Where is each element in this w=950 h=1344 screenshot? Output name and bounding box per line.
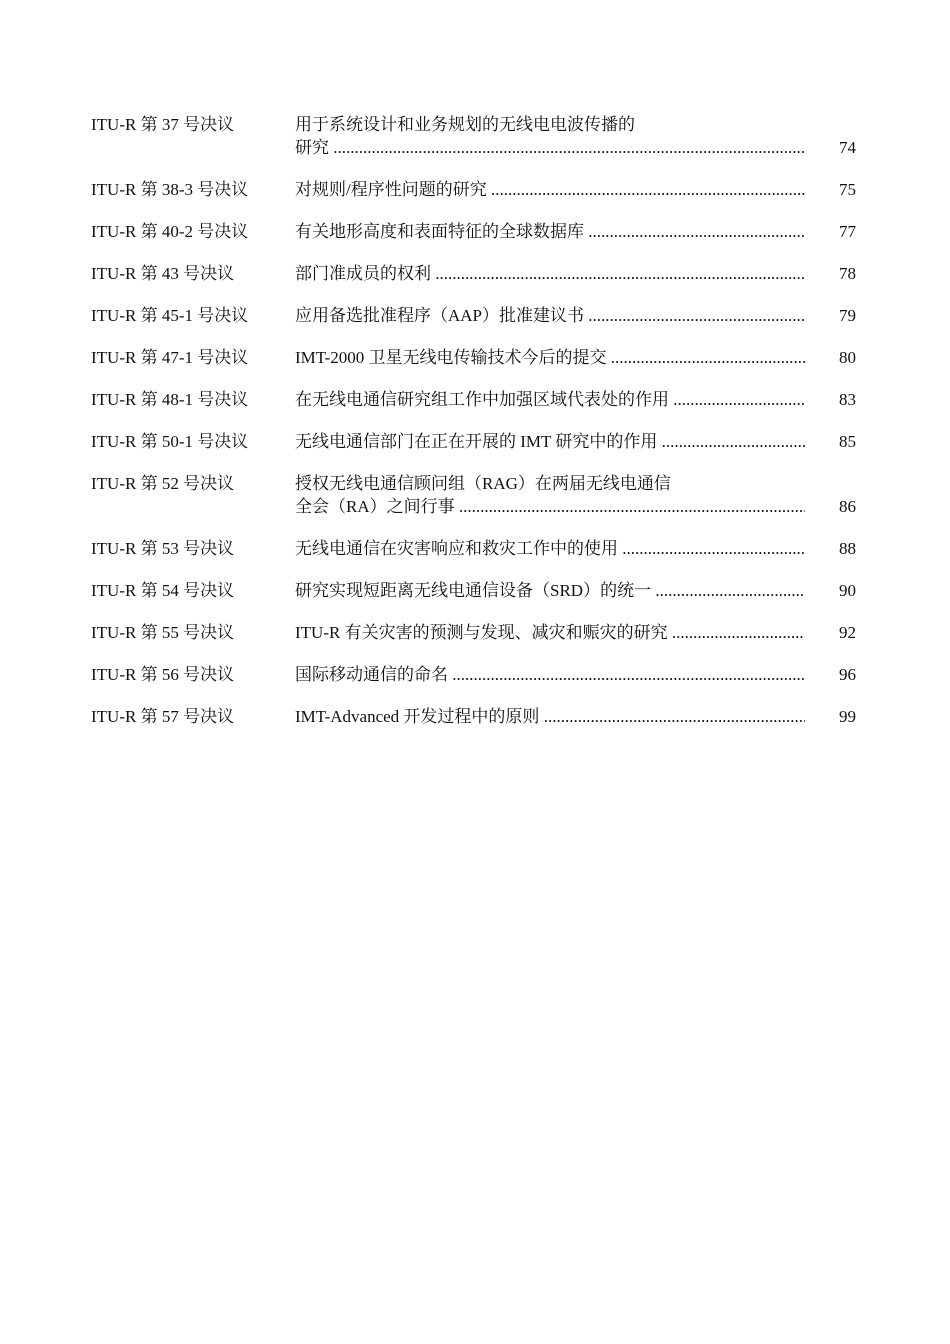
toc-entry-ref: ITU-R 第 45-1 号决议	[91, 306, 249, 325]
toc-entry-title	[295, 472, 805, 518]
toc-entry-ref: ITU-R 第 53 号决议	[91, 539, 235, 558]
toc-entry-title-line: 全会（RA）之间行事 .....	[295, 495, 805, 518]
toc-entry-title	[295, 346, 805, 369]
toc-entry-title	[295, 262, 805, 285]
toc-entry-ref: ITU-R 第 48-1 号决议	[91, 390, 249, 409]
toc-entry-ref: ITU-R 第 56 号决议	[91, 665, 235, 684]
toc-entry[interactable]	[91, 220, 856, 243]
toc-entry-page: 75	[839, 180, 856, 199]
toc-entry-title-line: 在无线电通信研究组工作中加强区域代表处的作用 .....	[295, 388, 805, 411]
toc-entry-body	[295, 262, 856, 285]
toc-entry-ref: ITU-R 第 40-2 号决议	[91, 222, 249, 241]
toc-entry-ref: ITU-R 第 37 号决议	[91, 115, 235, 134]
toc-entry[interactable]	[91, 430, 856, 453]
toc-entry-ref: ITU-R 第 38-3 号决议	[91, 180, 249, 199]
toc-entry-page: 79	[839, 306, 856, 325]
toc-entry-body	[295, 346, 856, 369]
toc-entry[interactable]	[91, 537, 856, 560]
toc-entry-title	[295, 537, 805, 560]
toc-entry-body	[295, 220, 856, 243]
toc-entry-ref: ITU-R 第 54 号决议	[91, 581, 235, 600]
toc-entry-ref: ITU-R 第 50-1 号决议	[91, 432, 249, 451]
toc-entry-page: 96	[839, 665, 856, 684]
toc-entry[interactable]	[91, 621, 856, 644]
toc-entry-title	[295, 178, 805, 201]
table-of-contents	[91, 113, 856, 747]
toc-entry-title-line: 国际移动通信的命名 .....	[295, 663, 805, 686]
toc-entry-title-line: IMT-2000 卫星无线电传输技术今后的提交 .....	[295, 346, 805, 369]
toc-entry-ref: ITU-R 第 55 号决议	[91, 623, 235, 642]
toc-entry-title-line: 无线电通信部门在正在开展的 IMT 研究中的作用 .....	[295, 430, 805, 453]
toc-entry-title-line: 有关地形高度和表面特征的全球数据库 .....	[295, 220, 805, 243]
toc-entry-title-line: 部门准成员的权利 .....	[295, 262, 805, 285]
toc-entry-title-line: 研究 .....	[295, 136, 805, 159]
toc-entry-title-line: 研究实现短距离无线电通信设备（SRD）的统一 .....	[295, 579, 805, 602]
toc-entry[interactable]	[91, 346, 856, 369]
toc-entry-title	[295, 663, 805, 686]
toc-entry[interactable]	[91, 472, 856, 518]
toc-entry-page: 92	[839, 623, 856, 642]
toc-entry-ref: ITU-R 第 47-1 号决议	[91, 348, 249, 367]
toc-entry-title-line: 应用备选批准程序（AAP）批准建议书 .....	[295, 304, 805, 327]
toc-entry-title	[295, 430, 805, 453]
toc-entry-title	[295, 304, 805, 327]
toc-entry-page: 90	[839, 581, 856, 600]
toc-entry-title-line: IMT-Advanced 开发过程中的原则 .....	[295, 705, 805, 728]
toc-entry-page: 99	[839, 707, 856, 726]
toc-entry[interactable]	[91, 388, 856, 411]
toc-entry-title	[295, 621, 805, 644]
toc-entry-title	[295, 113, 805, 159]
toc-entry-body	[295, 663, 856, 686]
toc-entry-page: 86	[839, 497, 856, 516]
toc-entry-body	[295, 537, 856, 560]
toc-entry[interactable]	[91, 262, 856, 285]
toc-entry[interactable]	[91, 663, 856, 686]
toc-entry-page: 83	[839, 390, 856, 409]
toc-entry-ref: ITU-R 第 57 号决议	[91, 707, 235, 726]
toc-entry-ref: ITU-R 第 52 号决议	[91, 474, 235, 493]
toc-entry-title	[295, 388, 805, 411]
toc-entry-title-line: 无线电通信在灾害响应和救灾工作中的使用 .....	[295, 537, 805, 560]
toc-entry-body	[295, 178, 856, 201]
toc-entry-title	[295, 220, 805, 243]
toc-entry[interactable]	[91, 304, 856, 327]
toc-entry-body	[295, 579, 856, 602]
toc-entry[interactable]	[91, 178, 856, 201]
toc-entry-title	[295, 579, 805, 602]
toc-entry[interactable]	[91, 579, 856, 602]
toc-entry-body	[295, 113, 856, 159]
toc-entry-body	[295, 472, 856, 518]
toc-entry-body	[295, 430, 856, 453]
toc-entry-page: 74	[839, 138, 856, 157]
toc-entry-ref: ITU-R 第 43 号决议	[91, 264, 235, 283]
toc-entry-title-line: 授权无线电通信顾问组（RAG）在两届无线电通信	[295, 474, 671, 493]
toc-entry-title-line: 对规则/程序性问题的研究 .....	[295, 178, 805, 201]
toc-entry-page: 85	[839, 432, 856, 451]
toc-entry-title	[295, 705, 805, 728]
toc-entry[interactable]	[91, 705, 856, 728]
toc-entry-body	[295, 705, 856, 728]
toc-entry-page: 78	[839, 264, 856, 283]
toc-entry-body	[295, 388, 856, 411]
toc-entry[interactable]	[91, 113, 856, 159]
toc-entry-title-line: 用于系统设计和业务规划的无线电电波传播的	[295, 115, 635, 134]
toc-entry-page: 80	[839, 348, 856, 367]
toc-entry-page: 88	[839, 539, 856, 558]
toc-entry-body	[295, 621, 856, 644]
toc-entry-body	[295, 304, 856, 327]
toc-entry-title-line: ITU-R 有关灾害的预测与发现、减灾和赈灾的研究 .....	[295, 621, 805, 644]
toc-entry-page: 77	[839, 222, 856, 241]
